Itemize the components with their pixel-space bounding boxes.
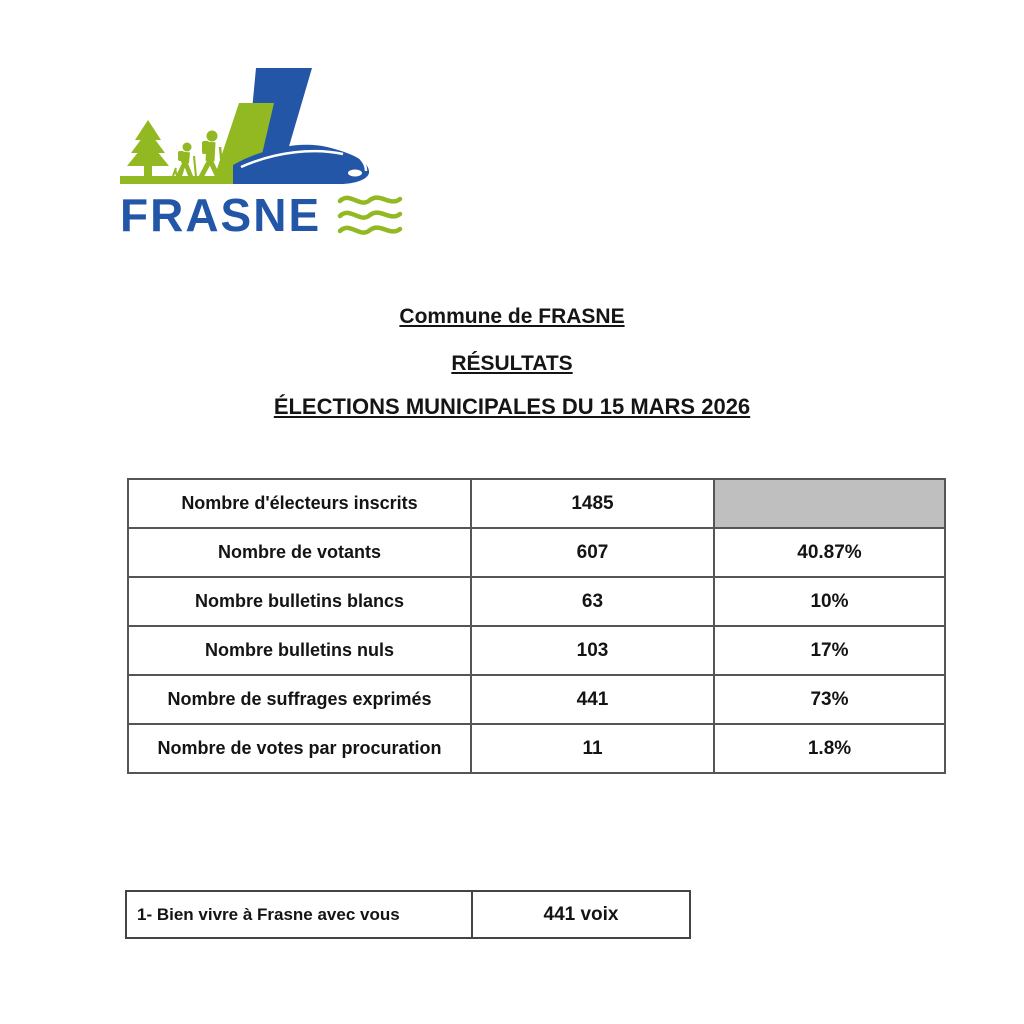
frasne-logo-graphic	[115, 62, 377, 188]
frasne-logo	[115, 62, 403, 241]
results-row-value: 11	[471, 724, 714, 773]
hiker-small-icon	[178, 143, 196, 178]
table-row	[128, 479, 945, 528]
results-row-value: 103	[471, 626, 714, 675]
candidate-name-cell: 1- Bien vivre à Frasne avec vous	[126, 891, 472, 938]
results-row-label: Nombre de votants	[128, 528, 471, 577]
pine-tree-icon	[127, 120, 169, 177]
results-row-label: Nombre d'électeurs inscrits	[128, 479, 471, 528]
results-row-value: 441	[471, 675, 714, 724]
candidates-table	[125, 890, 691, 939]
title-resultats: RÉSULTATS	[451, 352, 573, 375]
results-row-percentage: 17%	[714, 626, 945, 675]
title-elections: ÉLECTIONS MUNICIPALES DU 15 MARS 2026	[273, 394, 751, 419]
waves-icon	[337, 192, 403, 238]
table-row	[126, 891, 690, 938]
table-row	[128, 577, 945, 626]
results-row-value: 607	[471, 528, 714, 577]
results-row-label: Nombre bulletins blancs	[128, 577, 471, 626]
table-row	[128, 626, 945, 675]
results-row-label: Nombre bulletins nuls	[128, 626, 471, 675]
results-row-percentage: 40.87%	[714, 528, 945, 577]
table-row	[128, 528, 945, 577]
results-table	[127, 478, 946, 774]
results-row-percentage: 1.8%	[714, 724, 945, 773]
results-row-percentage: 10%	[714, 577, 945, 626]
title-commune: Commune de FRASNE	[399, 305, 625, 328]
results-empty-cell	[714, 479, 945, 528]
results-row-percentage: 73%	[714, 675, 945, 724]
table-row	[128, 724, 945, 773]
table-row	[128, 675, 945, 724]
results-row-label: Nombre de votes par procuration	[128, 724, 471, 773]
logo-wordmark: FRASNE	[120, 189, 322, 241]
results-row-label: Nombre de suffrages exprimés	[128, 675, 471, 724]
candidate-votes-cell: 441 voix	[472, 891, 690, 938]
results-row-value: 63	[471, 577, 714, 626]
results-row-value: 1485	[471, 479, 714, 528]
